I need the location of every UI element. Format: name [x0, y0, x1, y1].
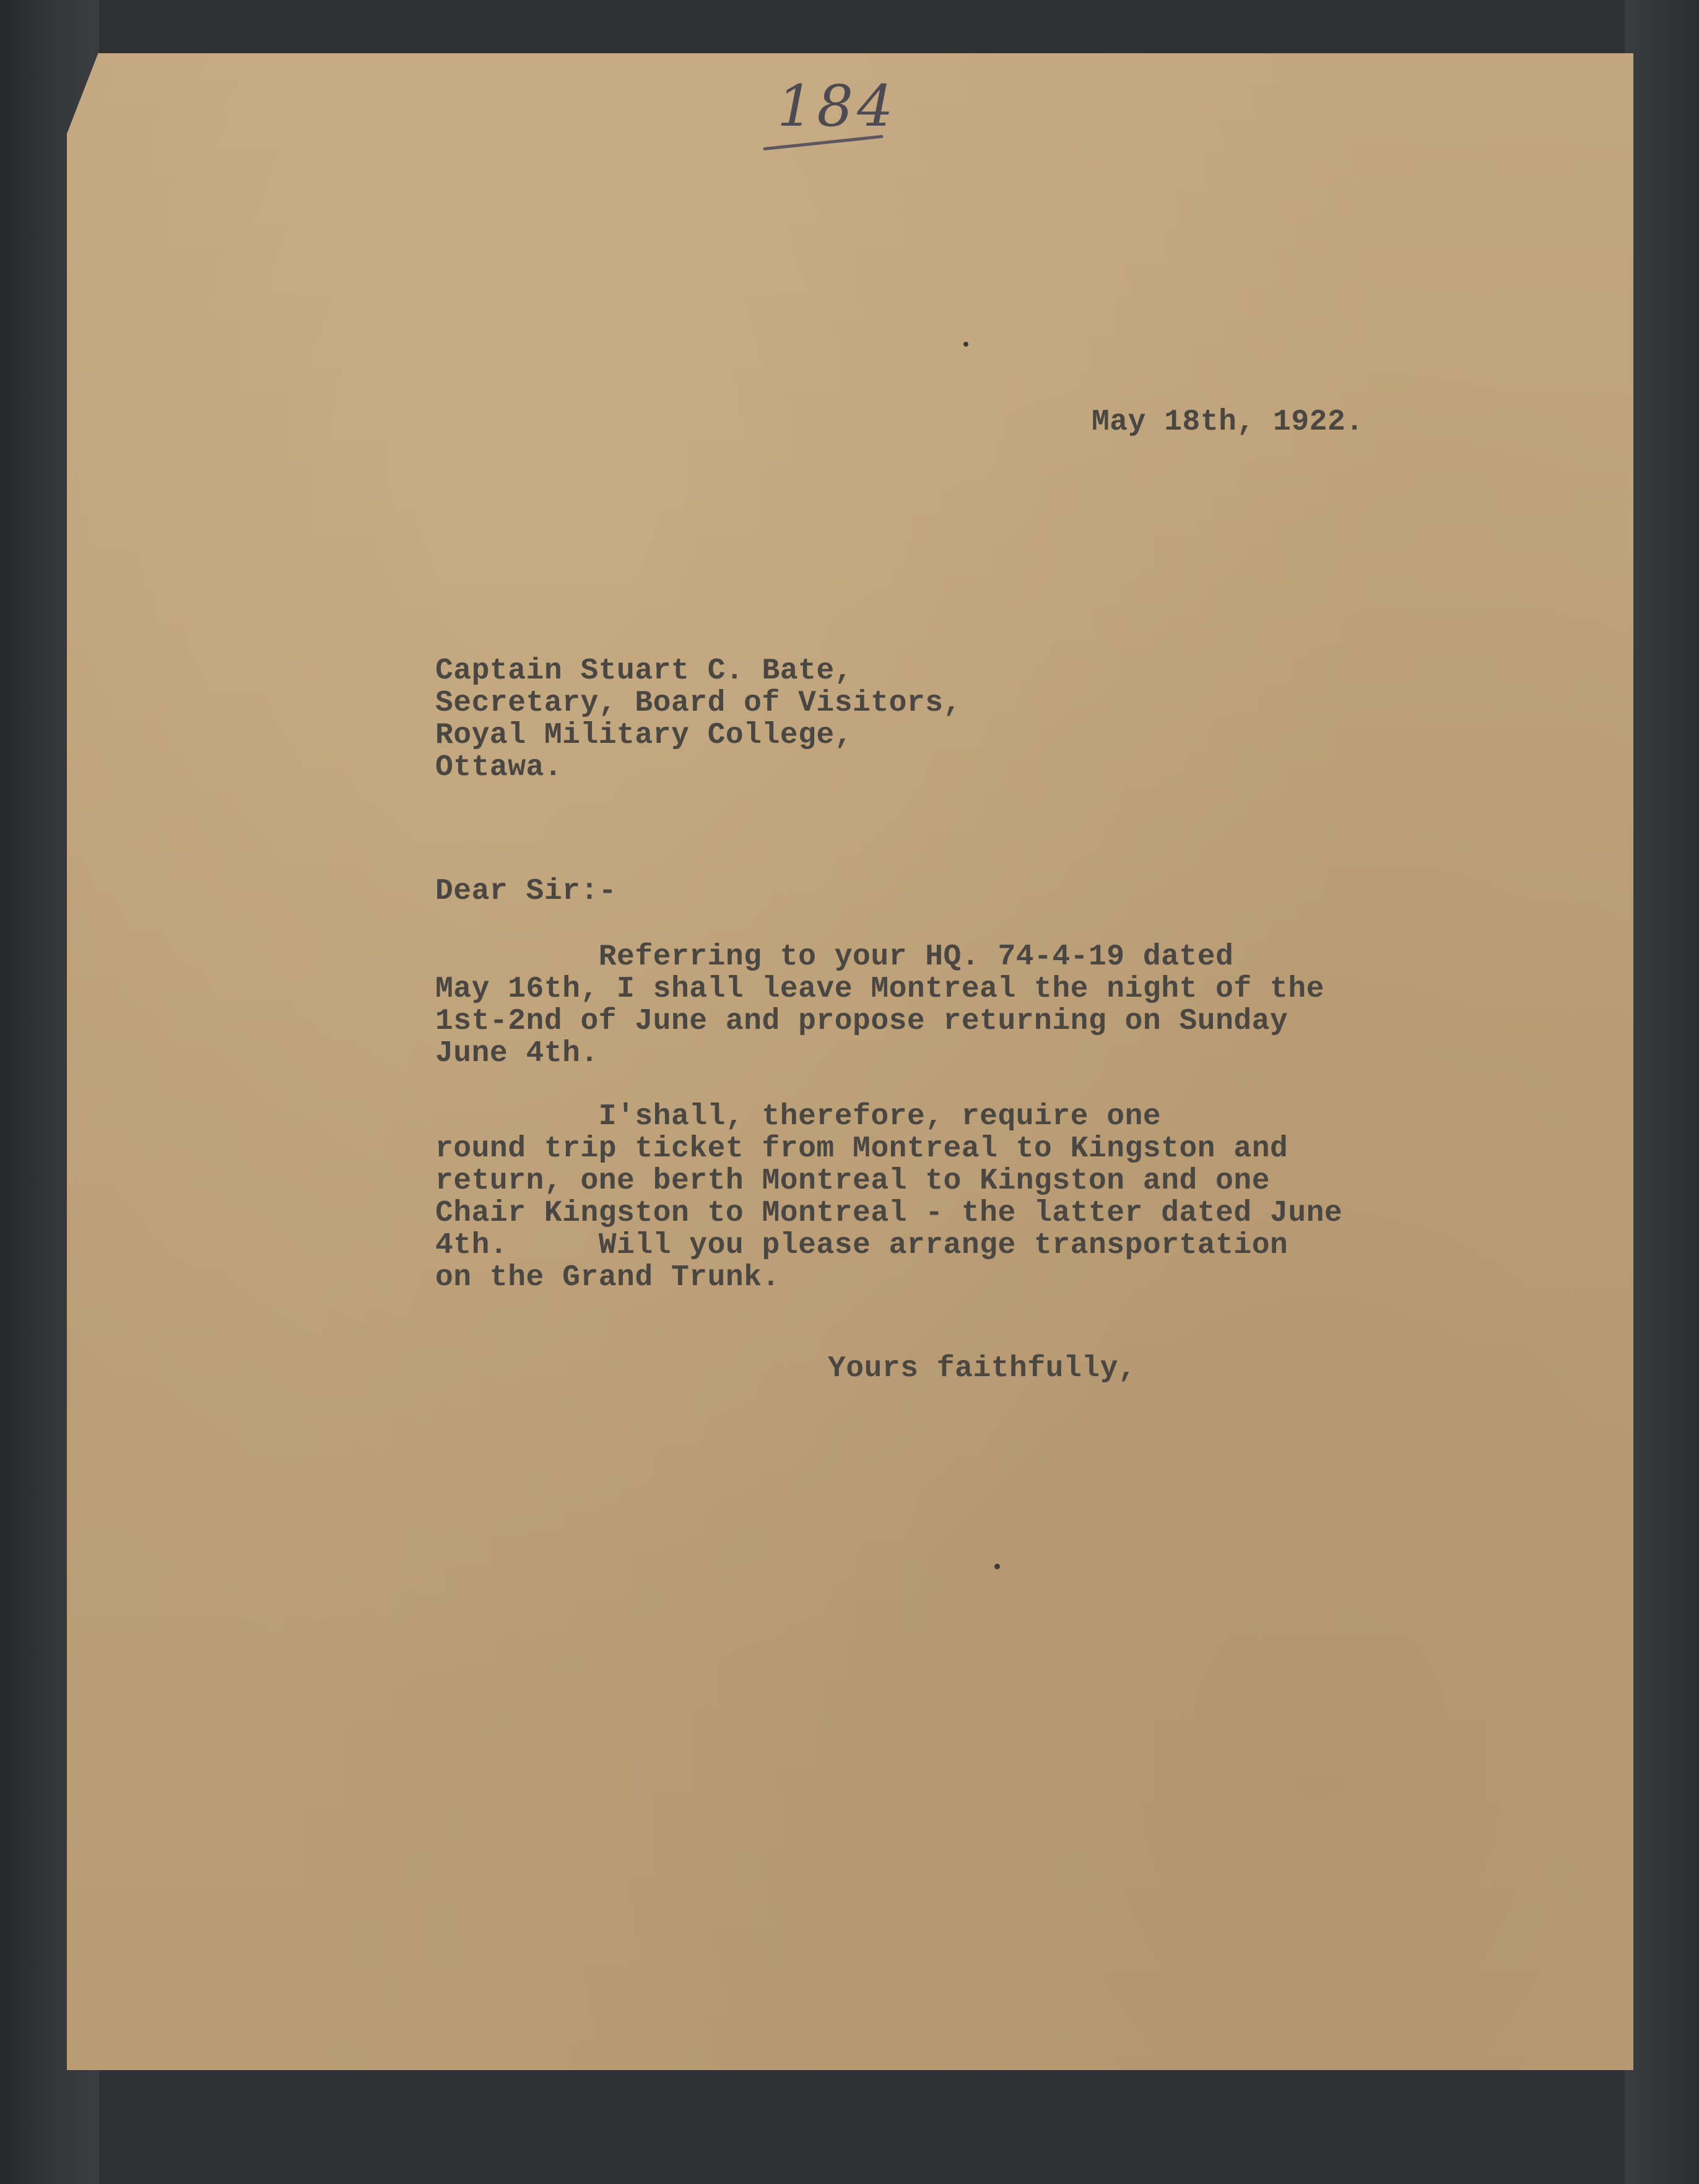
paragraph-line: May 16th, I shall leave Montreal the night of the — [435, 973, 1324, 1006]
paragraph-line: round trip ticket from Montreal to Kingston and — [435, 1132, 1288, 1166]
recipient-line: Secretary, Board of Visitors, — [435, 687, 962, 720]
paragraph-line: 4th. Will you please arrange transportation — [435, 1229, 1288, 1262]
paragraph-line: I'shall, therefore, require one — [435, 1100, 1162, 1133]
body-paragraph-1 — [435, 941, 1324, 1070]
backdrop-right — [1625, 0, 1699, 2184]
paper-speck — [963, 342, 968, 347]
recipient-address — [435, 655, 962, 784]
paragraph-line: June 4th. — [435, 1037, 599, 1070]
body-paragraph-2 — [435, 1101, 1342, 1294]
closing: Yours faithfully, — [828, 1352, 1137, 1385]
letter-date: May 18th, 1922. — [1092, 405, 1364, 439]
paragraph-line: 1st-2nd of June and propose returning on Sunday — [435, 1005, 1288, 1038]
paragraph-line: Chair Kingston to Montreal - the latter dated June — [435, 1197, 1343, 1230]
paper-speck — [994, 1564, 1000, 1569]
paragraph-line: return, one berth Montreal to Kingston and one — [435, 1164, 1271, 1198]
recipient-line: Royal Military College, — [435, 719, 853, 752]
paragraph-line: Referring to your HQ. 74-4-19 dated — [435, 940, 1234, 974]
salutation: Dear Sir:- — [435, 875, 617, 908]
handwritten-page-number: 184 — [777, 73, 897, 139]
recipient-line: Captain Stuart C. Bate, — [435, 654, 853, 688]
recipient-line: Ottawa. — [435, 751, 563, 784]
paragraph-line: on the Grand Trunk. — [435, 1261, 780, 1294]
